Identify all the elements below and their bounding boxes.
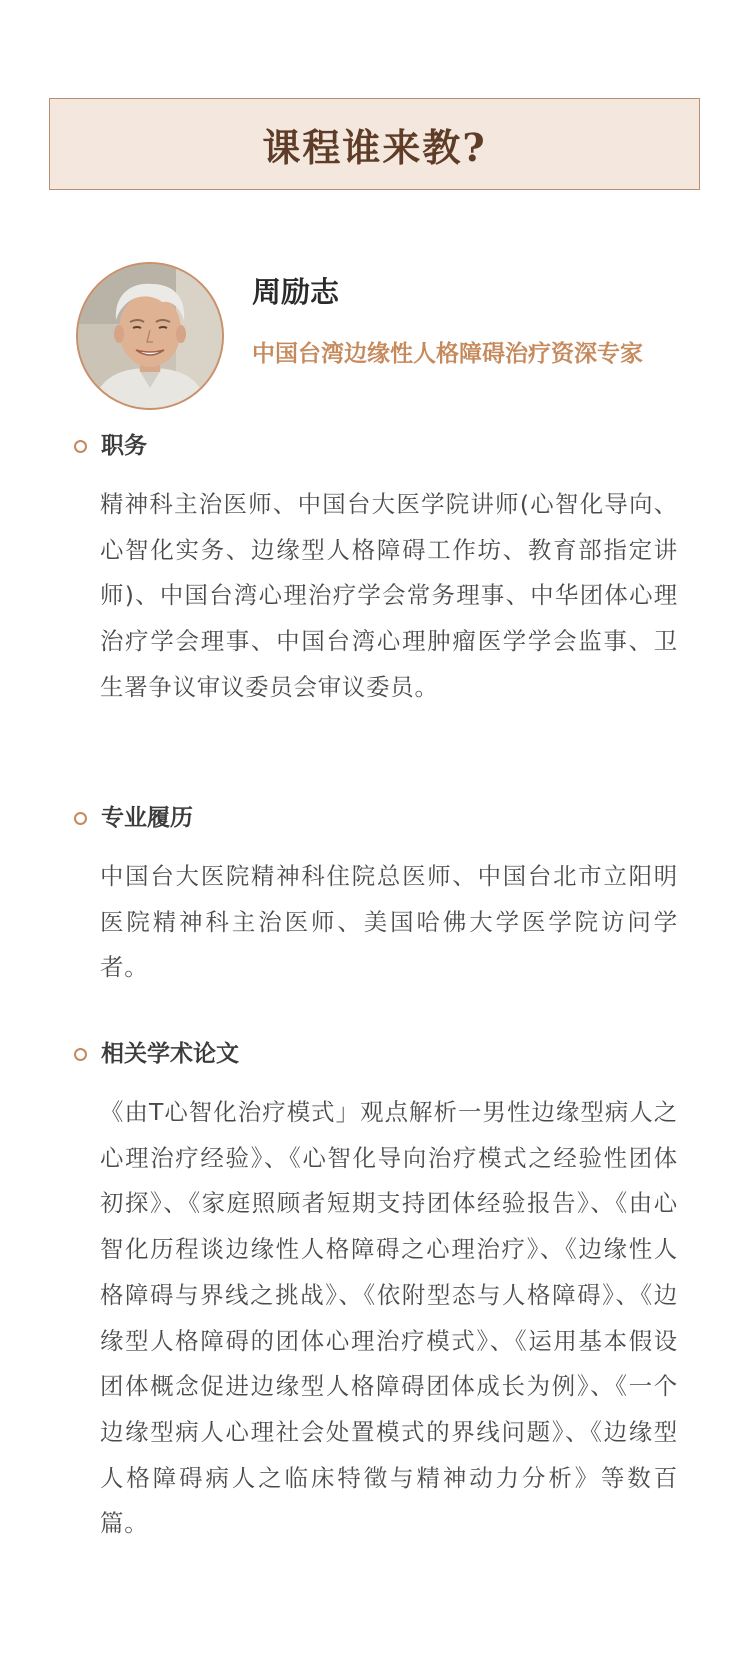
section-header <box>49 98 700 190</box>
teacher-name: 周励志 <box>252 275 340 309</box>
section-body-experience: 中国台大医院精神科住院总医师、中国台北市立阳明医院精神科主治医师、美国哈佛大学医学院访问学者。 <box>100 862 678 982</box>
section-title: 职务 <box>101 433 147 459</box>
section-heading-experience <box>74 801 193 835</box>
teacher-subtitle: 中国台湾边缘性人格障碍治疗资深专家 <box>252 341 643 367</box>
teacher-photo <box>78 264 222 408</box>
circle-bullet-icon <box>74 1048 87 1061</box>
section-body-papers: 《由T心智化治疗模式」观点解析一男性边缘型病人之心理治疗经验》、《心智化导向治疗模式之经验性团体初探》、《家庭照顾者短期支持团体经验报告》、《由心智化历程谈边缘性人格障碍之心理治疗》、《边缘性人格障碍与界线之挑战》、《依附型态与人格障碍》、《边缘型人格障碍的团体心理治疗模式》、《运用基本假设团体概念促进边缘型人格障碍团体成长为例》、《一个边缘型病人心理社会处置模式的界线问题》、《边缘型人格障碍病人之临床特徵与精神动力分析》等数百篇。 <box>100 1098 678 1538</box>
section-title: 专业履历 <box>101 805 193 831</box>
section-heading-papers <box>74 1037 239 1071</box>
header-title: 课程谁来教? <box>262 124 487 170</box>
circle-bullet-icon <box>74 440 87 453</box>
circle-bullet-icon <box>74 812 87 825</box>
teacher-avatar <box>76 262 224 410</box>
section-heading-position <box>74 429 147 463</box>
section-title: 相关学术论文 <box>101 1041 239 1067</box>
section-body-position: 精神科主治医师、中国台大医学院讲师(心智化导向、心智化实务、边缘型人格障碍工作坊、教育部指定讲师)、中国台湾心理治疗学会常务理事、中华团体心理治疗学会理事、中国台湾心理肿瘤医学学会监事、卫生署争议审议委员会审议委员。 <box>100 490 678 701</box>
